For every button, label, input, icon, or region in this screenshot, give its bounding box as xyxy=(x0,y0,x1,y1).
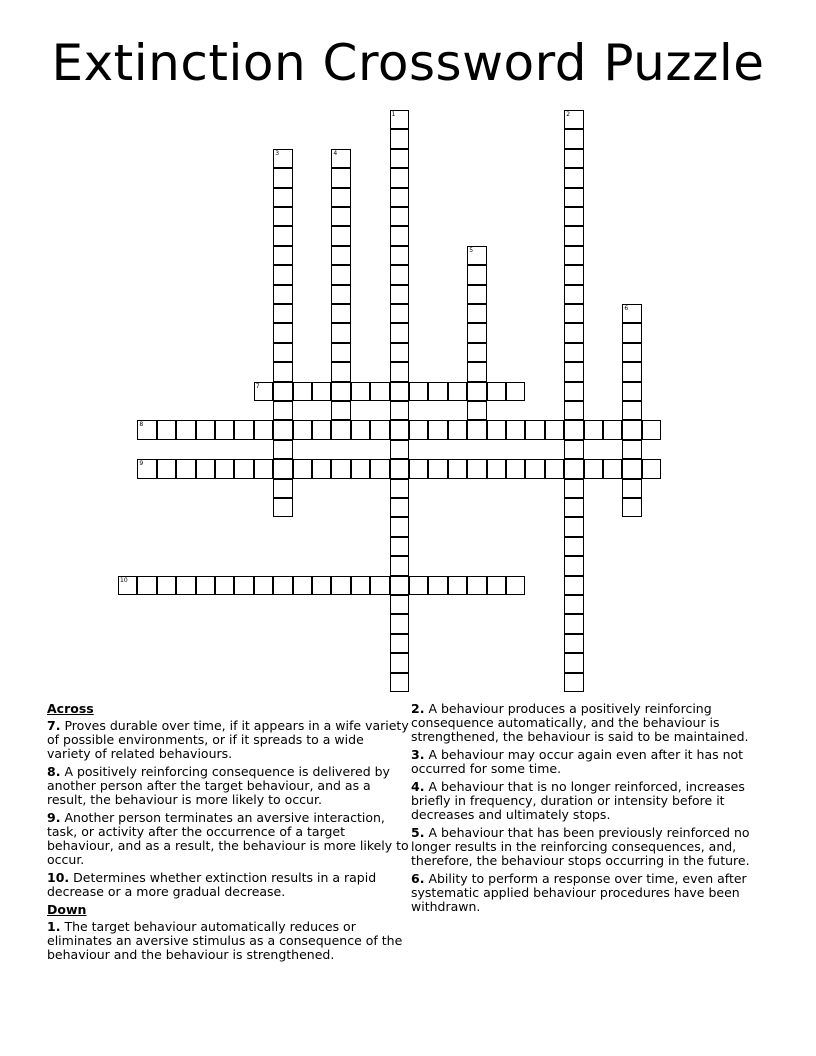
grid-cell[interactable] xyxy=(331,362,350,381)
grid-cell[interactable] xyxy=(428,382,447,401)
grid-cell[interactable] xyxy=(545,420,564,439)
grid-cell[interactable] xyxy=(564,517,583,536)
cell-number: 4 xyxy=(333,149,338,157)
grid-cell[interactable] xyxy=(390,188,409,207)
grid-cell[interactable] xyxy=(564,129,583,148)
grid-cell[interactable] xyxy=(390,323,409,342)
grid-cell[interactable] xyxy=(390,498,409,517)
grid-cell[interactable] xyxy=(254,576,273,595)
down-clue xyxy=(411,872,773,914)
grid-cell[interactable] xyxy=(390,595,409,614)
grid-cell[interactable] xyxy=(564,207,583,226)
grid-cell[interactable] xyxy=(273,168,292,187)
grid-cell[interactable] xyxy=(351,576,370,595)
grid-cell[interactable] xyxy=(622,498,641,517)
grid-cell[interactable] xyxy=(312,382,331,401)
grid-cell[interactable] xyxy=(215,459,234,478)
grid-cell[interactable] xyxy=(622,304,641,323)
grid-cell[interactable] xyxy=(564,401,583,420)
grid-cell[interactable] xyxy=(273,440,292,459)
grid-cell[interactable] xyxy=(390,401,409,420)
grid-cell[interactable] xyxy=(370,420,389,439)
grid-cell[interactable] xyxy=(234,420,253,439)
grid-cell[interactable] xyxy=(390,343,409,362)
grid-cell[interactable] xyxy=(293,459,312,478)
grid-cell[interactable] xyxy=(370,576,389,595)
grid-cell[interactable] xyxy=(506,382,525,401)
grid-cell[interactable] xyxy=(390,110,409,129)
grid-cell[interactable] xyxy=(157,459,176,478)
grid-cell[interactable] xyxy=(564,673,583,692)
grid-cell[interactable] xyxy=(351,459,370,478)
grid-cell[interactable] xyxy=(564,440,583,459)
grid-cell[interactable] xyxy=(487,420,506,439)
clue-text: A behaviour that has been previously reinforced no longer results in the reinforcing consequences, and, therefore, the behaviour stops occurring in the future. xyxy=(411,825,750,868)
grid-cell[interactable] xyxy=(331,382,350,401)
grid-cell[interactable] xyxy=(390,129,409,148)
grid-cell[interactable] xyxy=(331,304,350,323)
grid-cell[interactable] xyxy=(273,304,292,323)
clue-text: Proves durable over time, if it appears in a wife variety of possible environments, or if it spreads to a wide variety of related behaviours. xyxy=(47,718,409,761)
grid-cell[interactable] xyxy=(390,517,409,536)
grid-cell[interactable] xyxy=(409,382,428,401)
grid-cell[interactable] xyxy=(254,382,273,401)
grid-cell[interactable] xyxy=(293,576,312,595)
grid-cell[interactable] xyxy=(506,576,525,595)
grid-cell[interactable] xyxy=(564,595,583,614)
grid-cell[interactable] xyxy=(467,265,486,284)
grid-cell[interactable] xyxy=(370,382,389,401)
grid-cell[interactable] xyxy=(622,401,641,420)
grid-cell[interactable] xyxy=(622,362,641,381)
down-clue xyxy=(47,920,409,962)
grid-cell[interactable] xyxy=(331,420,350,439)
grid-cell[interactable] xyxy=(622,440,641,459)
down-clue xyxy=(411,702,773,744)
grid-cell[interactable] xyxy=(584,420,603,439)
grid-cell[interactable] xyxy=(467,323,486,342)
grid-cell[interactable] xyxy=(273,382,292,401)
clue-text: A behaviour that is no longer reinforced, increases briefly in frequency, duration or intensity before it decreases and ultimately stops. xyxy=(411,779,745,822)
grid-cell[interactable] xyxy=(331,207,350,226)
grid-cell[interactable] xyxy=(467,420,486,439)
grid-cell[interactable] xyxy=(487,576,506,595)
clues-right-column xyxy=(411,702,773,918)
grid-cell[interactable] xyxy=(564,498,583,517)
grid-cell[interactable] xyxy=(564,265,583,284)
grid-cell[interactable] xyxy=(390,537,409,556)
grid-cell[interactable] xyxy=(157,576,176,595)
grid-cell[interactable] xyxy=(525,420,544,439)
grid-cell[interactable] xyxy=(331,343,350,362)
grid-cell[interactable] xyxy=(506,459,525,478)
grid-cell[interactable] xyxy=(428,459,447,478)
grid-cell[interactable] xyxy=(351,420,370,439)
grid-cell[interactable] xyxy=(487,459,506,478)
across-clue xyxy=(47,719,409,761)
grid-cell[interactable] xyxy=(428,576,447,595)
grid-cell[interactable] xyxy=(312,459,331,478)
grid-cell[interactable] xyxy=(351,382,370,401)
grid-cell[interactable] xyxy=(273,323,292,342)
grid-cell[interactable] xyxy=(622,479,641,498)
grid-cell[interactable] xyxy=(331,246,350,265)
grid-cell[interactable] xyxy=(273,285,292,304)
grid-cell[interactable] xyxy=(196,576,215,595)
grid-cell[interactable] xyxy=(603,420,622,439)
grid-cell[interactable] xyxy=(564,246,583,265)
grid-cell[interactable] xyxy=(176,459,195,478)
grid-cell[interactable] xyxy=(390,226,409,245)
grid-cell[interactable] xyxy=(331,188,350,207)
cell-number: 8 xyxy=(139,421,144,429)
grid-cell[interactable] xyxy=(331,265,350,284)
across-clue xyxy=(47,765,409,807)
grid-cell[interactable] xyxy=(409,459,428,478)
grid-cell[interactable] xyxy=(390,420,409,439)
clue-text: Determines whether extinction results in a rapid decrease or a more gradual decrease. xyxy=(47,870,377,899)
grid-cell[interactable] xyxy=(176,420,195,439)
cell-number: 5 xyxy=(469,246,474,254)
grid-cell[interactable] xyxy=(137,420,156,439)
grid-cell[interactable] xyxy=(273,343,292,362)
clue-number: 7. xyxy=(47,718,61,733)
grid-cell[interactable] xyxy=(390,246,409,265)
grid-cell[interactable] xyxy=(564,653,583,672)
grid-cell[interactable] xyxy=(273,479,292,498)
grid-cell[interactable] xyxy=(564,168,583,187)
grid-cell[interactable] xyxy=(390,556,409,575)
grid-cell[interactable] xyxy=(390,362,409,381)
grid-cell[interactable] xyxy=(564,226,583,245)
grid-cell[interactable] xyxy=(467,401,486,420)
grid-cell[interactable] xyxy=(467,246,486,265)
grid-cell[interactable] xyxy=(467,382,486,401)
grid-cell[interactable] xyxy=(390,382,409,401)
grid-cell[interactable] xyxy=(273,576,292,595)
grid-cell[interactable] xyxy=(545,459,564,478)
grid-cell[interactable] xyxy=(564,556,583,575)
grid-cell[interactable] xyxy=(273,420,292,439)
clue-text: A positively reinforcing consequence is delivered by another person after the target behaviour, and as a result, the behaviour is more likely to occur. xyxy=(47,764,390,807)
grid-cell[interactable] xyxy=(390,479,409,498)
grid-cell[interactable] xyxy=(273,498,292,517)
grid-cell[interactable] xyxy=(331,285,350,304)
grid-cell[interactable] xyxy=(448,420,467,439)
grid-cell[interactable] xyxy=(448,382,467,401)
grid-cell[interactable] xyxy=(564,537,583,556)
grid-cell[interactable] xyxy=(564,382,583,401)
grid-cell[interactable] xyxy=(564,479,583,498)
grid-cell[interactable] xyxy=(622,459,641,478)
clue-text: A behaviour produces a positively reinforcing consequence automatically, and the behaviour is strengthened, the behaviour is said to be maintained. xyxy=(411,701,749,744)
grid-cell[interactable] xyxy=(331,168,350,187)
grid-cell[interactable] xyxy=(487,382,506,401)
grid-cell[interactable] xyxy=(390,285,409,304)
grid-cell[interactable] xyxy=(564,149,583,168)
grid-cell[interactable] xyxy=(448,576,467,595)
grid-cell[interactable] xyxy=(254,420,273,439)
grid-cell[interactable] xyxy=(564,323,583,342)
grid-cell[interactable] xyxy=(293,420,312,439)
clue-number: 3. xyxy=(411,747,425,762)
grid-cell[interactable] xyxy=(234,459,253,478)
clue-number: 6. xyxy=(411,871,425,886)
grid-cell[interactable] xyxy=(642,420,661,439)
clue-number: 5. xyxy=(411,825,425,840)
grid-cell[interactable] xyxy=(409,420,428,439)
grid-cell[interactable] xyxy=(273,459,292,478)
grid-cell[interactable] xyxy=(564,188,583,207)
clue-number: 1. xyxy=(47,919,61,934)
grid-cell[interactable] xyxy=(564,420,583,439)
grid-cell[interactable] xyxy=(390,576,409,595)
across-heading: Across xyxy=(47,701,94,716)
grid-cell[interactable] xyxy=(603,459,622,478)
grid-cell[interactable] xyxy=(525,459,544,478)
down-clue xyxy=(411,826,773,868)
grid-cell[interactable] xyxy=(331,459,350,478)
cell-number: 7 xyxy=(255,382,260,390)
grid-cell[interactable] xyxy=(564,362,583,381)
grid-cell[interactable] xyxy=(176,576,195,595)
grid-cell[interactable] xyxy=(157,420,176,439)
grid-cell[interactable] xyxy=(390,168,409,187)
grid-cell[interactable] xyxy=(622,382,641,401)
grid-cell[interactable] xyxy=(390,673,409,692)
clue-text: Ability to perform a response over time, even after systematic applied behaviour procedures have been withdrawn. xyxy=(411,871,747,914)
grid-cell[interactable] xyxy=(331,401,350,420)
grid-cell[interactable] xyxy=(564,110,583,129)
grid-cell[interactable] xyxy=(331,149,350,168)
grid-cell[interactable] xyxy=(137,576,156,595)
grid-cell[interactable] xyxy=(564,634,583,653)
grid-cell[interactable] xyxy=(293,382,312,401)
grid-cell[interactable] xyxy=(273,401,292,420)
grid-cell[interactable] xyxy=(273,362,292,381)
grid-cell[interactable] xyxy=(564,304,583,323)
grid-cell[interactable] xyxy=(622,420,641,439)
grid-cell[interactable] xyxy=(467,362,486,381)
clue-number: 2. xyxy=(411,701,425,716)
grid-cell[interactable] xyxy=(390,440,409,459)
down-heading: Down xyxy=(47,902,87,917)
grid-cell[interactable] xyxy=(273,149,292,168)
grid-cell[interactable] xyxy=(467,304,486,323)
grid-cell[interactable] xyxy=(312,420,331,439)
grid-cell[interactable] xyxy=(312,576,331,595)
grid-cell[interactable] xyxy=(196,459,215,478)
grid-cell[interactable] xyxy=(564,343,583,362)
grid-cell[interactable] xyxy=(428,420,447,439)
grid-cell[interactable] xyxy=(331,226,350,245)
grid-cell[interactable] xyxy=(273,226,292,245)
grid-cell[interactable] xyxy=(215,420,234,439)
grid-cell[interactable] xyxy=(467,576,486,595)
across-clue xyxy=(47,811,409,867)
clue-number: 10. xyxy=(47,870,70,885)
grid-cell[interactable] xyxy=(584,459,603,478)
grid-cell[interactable] xyxy=(196,420,215,439)
grid-cell[interactable] xyxy=(467,343,486,362)
cell-number: 9 xyxy=(139,460,144,468)
clue-number: 9. xyxy=(47,810,61,825)
grid-cell[interactable] xyxy=(273,246,292,265)
grid-cell[interactable] xyxy=(254,459,273,478)
grid-cell[interactable] xyxy=(137,459,156,478)
down-clue xyxy=(411,748,773,776)
grid-cell[interactable] xyxy=(390,459,409,478)
across-clue xyxy=(47,871,409,899)
cell-number: 2 xyxy=(566,111,571,118)
grid-cell[interactable] xyxy=(622,323,641,342)
grid-cell[interactable] xyxy=(390,265,409,284)
grid-cell[interactable] xyxy=(273,188,292,207)
grid-cell[interactable] xyxy=(390,634,409,653)
clue-text: The target behaviour automatically reduces or eliminates an aversive stimulus as a consequence of the behaviour and the behaviour is strengthened. xyxy=(47,919,403,962)
grid-cell[interactable] xyxy=(370,459,389,478)
grid-cell[interactable] xyxy=(118,576,137,595)
clue-text: Another person terminates an aversive interaction, task, or activity after the occurrence of a target behaviour, and as a result, the behaviour is more likely to occur. xyxy=(47,810,409,867)
grid-cell[interactable] xyxy=(390,207,409,226)
cell-number: 10 xyxy=(120,576,128,584)
grid-cell[interactable] xyxy=(564,576,583,595)
clue-number: 4. xyxy=(411,779,425,794)
grid-cell[interactable] xyxy=(467,285,486,304)
grid-cell[interactable] xyxy=(564,285,583,304)
page-title: Extinction Crossword Puzzle xyxy=(51,34,765,92)
cell-number: 3 xyxy=(275,149,280,157)
grid-cell[interactable] xyxy=(273,265,292,284)
grid-cell[interactable] xyxy=(564,614,583,633)
grid-cell[interactable] xyxy=(506,420,525,439)
grid-cell[interactable] xyxy=(642,459,661,478)
grid-cell[interactable] xyxy=(564,459,583,478)
clues-left-column xyxy=(47,702,409,966)
grid-cell[interactable] xyxy=(622,343,641,362)
cell-number: 6 xyxy=(624,305,629,312)
grid-cell[interactable] xyxy=(215,576,234,595)
down-clue xyxy=(411,780,773,822)
grid-cell[interactable] xyxy=(390,653,409,672)
clue-text: A behaviour may occur again even after it has not occurred for some time. xyxy=(411,747,744,776)
grid-cell[interactable] xyxy=(390,614,409,633)
cell-number: 1 xyxy=(391,111,396,118)
grid-cell[interactable] xyxy=(467,459,486,478)
grid-cell[interactable] xyxy=(331,323,350,342)
clue-number: 8. xyxy=(47,764,61,779)
grid-cell[interactable] xyxy=(273,207,292,226)
grid-cell[interactable] xyxy=(390,304,409,323)
grid-cell[interactable] xyxy=(448,459,467,478)
grid-cell[interactable] xyxy=(390,149,409,168)
grid-cell[interactable] xyxy=(331,576,350,595)
grid-cell[interactable] xyxy=(409,576,428,595)
grid-cell[interactable] xyxy=(234,576,253,595)
